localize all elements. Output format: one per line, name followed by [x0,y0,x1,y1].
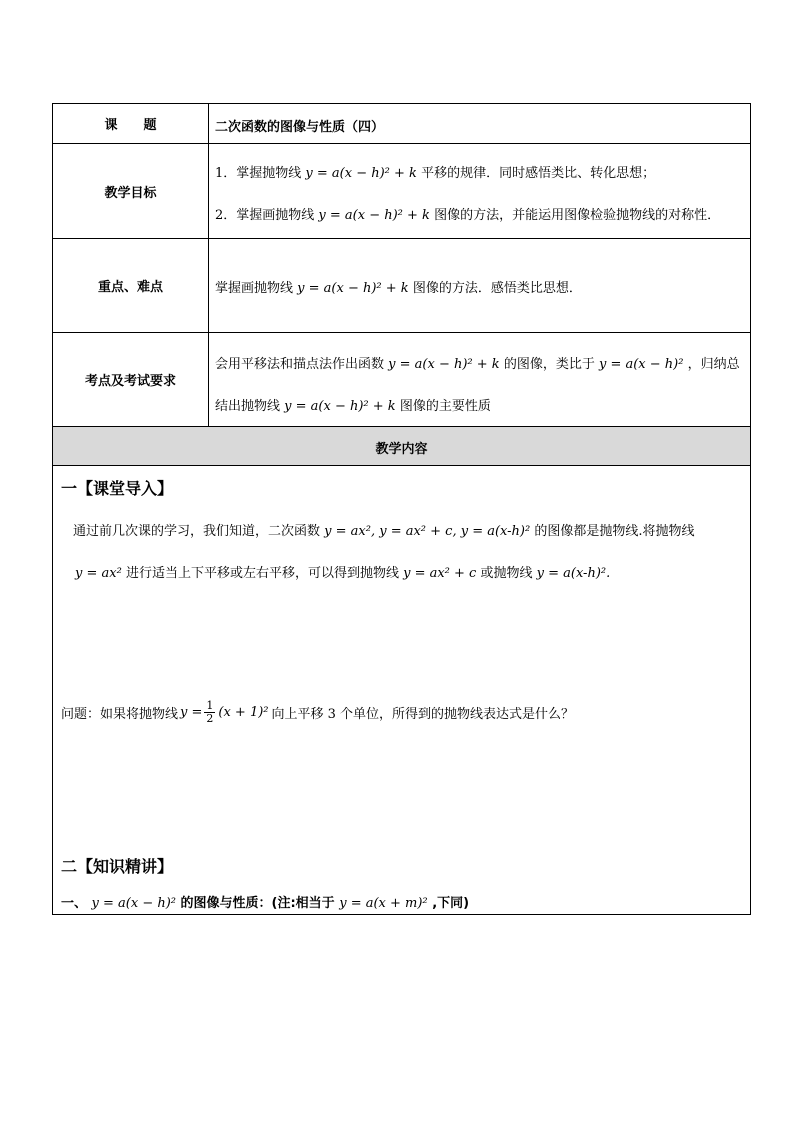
lesson-plan-table [52,103,751,915]
topic-value: 二次函数的图像与性质（四） [215,120,385,135]
intro-p2-formula2: y = ax² + c [403,566,477,581]
topic-label: 课 题 [104,118,157,133]
fraction-numerator: 1 [206,699,214,712]
goal-1-prefix: 1．掌握抛物线 [215,166,302,181]
sub-formula2: y = a(x + m)² [339,896,428,911]
intro-p1-suffix: 的图像都是抛物线.将抛物线 [534,524,695,539]
exam-cell [213,333,744,426]
question-prefix: 问题：如果将抛物线 [61,707,179,722]
exam-l2-suffix: 图像的主要性质 [399,399,491,414]
exam-line-1 [215,353,740,372]
key-points-text [215,277,582,296]
section-2-heading: 二【知识精讲】 [61,857,174,876]
divider [208,333,209,426]
key-points-cell [213,239,744,332]
exam-l2-prefix: 结出抛物线 [215,399,281,414]
intro-paragraph-line-1 [73,520,694,539]
exam-l2-formula: y = a(x − h)² + k [284,399,396,414]
question-suffix: 向上平移 3 个单位，所得到的抛物线表达式是什么？ [271,707,575,722]
content-header-row [53,427,750,466]
sub-mid: 的图像与性质：(注:相当于 [180,896,335,911]
question [61,700,574,725]
goal-1 [215,162,655,181]
content-area [53,466,750,914]
fraction-denominator: 2 [206,712,214,725]
key-suffix: 图像的方法．感悟类比思想． [412,281,582,296]
goal-2 [215,204,720,223]
section-2-subheading [61,892,469,911]
goals-cell [213,144,744,238]
exam-l1-prefix: 会用平移法和描点法作出函数 [215,357,385,372]
question-formula-rest: (x + 1)² [218,705,269,720]
content-header: 教学内容 [375,442,428,457]
goals-label: 教学目标 [104,185,157,201]
topic-cell [213,104,744,143]
divider [208,104,209,143]
exam-l1-formula2: y = a(x − h)² [598,357,684,372]
intro-p2-formula1: y = ax² [75,566,122,581]
divider [208,144,209,238]
exam-row [53,333,750,427]
exam-line-2 [215,395,491,414]
fraction-one-half [204,700,215,725]
intro-paragraph-line-2 [75,562,610,581]
intro-p2-mid2: 或抛物线 [480,566,533,581]
exam-l1-suffix: ，归纳总 [687,357,740,372]
key-points-row [53,239,750,333]
intro-p1-formula: y = ax², y = ax² + c, y = a(x-h)² [324,524,531,539]
goals-row [53,144,750,239]
intro-p2-formula3: y = a(x-h)². [536,566,611,581]
goal-1-suffix: 平移的规律．同时感悟类比、转化思想； [421,166,656,181]
goal-2-prefix: 2．掌握画抛物线 [215,208,315,223]
section-1-heading: 一【课堂导入】 [61,479,174,498]
intro-p2-mid: 进行适当上下平移或左右平移，可以得到抛物线 [125,566,399,581]
divider [208,239,209,332]
key-formula: y = a(x − h)² + k [297,281,409,296]
goal-2-suffix: 图像的方法，并能运用图像检验抛物线的对称性． [434,208,721,223]
goal-1-formula: y = a(x − h)² + k [305,166,417,181]
sub-suffix: ,下同) [432,896,470,911]
exam-l1-mid: 的图像，类比于 [503,357,595,372]
exam-l1-formula: y = a(x − h)² + k [388,357,500,372]
intro-p1-prefix: 通过前几次课的学习，我们知道，二次函数 [73,524,321,539]
exam-label: 考点及考试要求 [84,374,176,389]
key-points-label: 重点、难点 [97,280,163,295]
sub-formula: y = a(x − h)² [91,896,177,911]
goal-2-formula: y = a(x − h)² + k [318,208,430,223]
key-prefix: 掌握画抛物线 [215,281,294,296]
sub-prefix: 一、 [61,896,88,911]
question-y: y = [180,705,203,720]
topic-row [53,104,750,144]
